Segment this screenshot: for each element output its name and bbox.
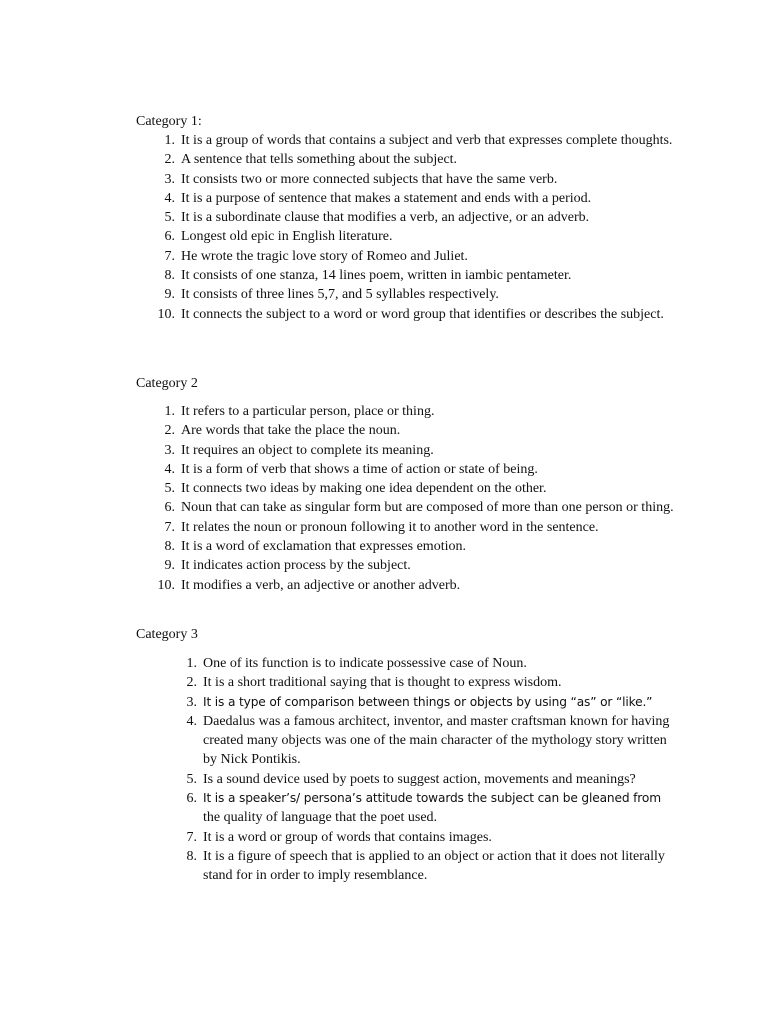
list-item: 3. It requires an object to complete its meaning.: [164, 442, 434, 458]
list-item: 5. It is a subordinate clause that modifies a verb, an adjective, or an adverb.: [164, 210, 590, 226]
list-item: 5. Is a sound device used by poets to suggest action, movements and meanings?: [186, 771, 636, 787]
list-item: 8. It is a word of exclamation that expresses emotion.: [164, 539, 466, 555]
list-item: 2. Are words that take the place the noun.: [164, 423, 401, 439]
list-item: 3. It consists two or more connected subjects that have the same verb.: [164, 171, 558, 187]
list-item: 10. It modifies a verb, an adjective or another adverb.: [157, 577, 461, 593]
category-3-heading: Category 3: [136, 627, 198, 642]
list-item: 2. It is a short traditional saying that is thought to express wisdom.: [186, 675, 562, 691]
list-item: 4. It is a form of verb that shows a time of action or state of being.: [164, 461, 538, 477]
list-item: 2. A sentence that tells something about the subject.: [164, 152, 458, 168]
list-item: 3. It is a type of comparison between things or objects by using “as” or “like.”: [186, 694, 653, 710]
list-item: 4. Daedalus was a famous architect, inventor, and master craftsman known for having created many objects was one of the main character of the mythology story written by Nick Pontikis.: [186, 713, 670, 768]
category-3-list: [186, 654, 673, 886]
list-item: 6. Longest old epic in English literature.: [164, 229, 393, 245]
list-item: 6. Noun that can take as singular form but are composed of more than one person or thing.: [164, 500, 674, 516]
list-item: 9. It indicates action process by the subject.: [164, 558, 411, 574]
list-item: 4. It is a purpose of sentence that makes a statement and ends with a period.: [164, 190, 592, 206]
list-item: 10. It connects the subject to a word or word group that identifies or describes the subject.: [157, 306, 664, 322]
category-2-list: [157, 402, 681, 595]
list-item: 1. One of its function is to indicate possessive case of Noun.: [186, 656, 527, 671]
list-item: 7. It is a word or group of words that contains images.: [186, 829, 492, 845]
category-1-list: [157, 131, 681, 324]
list-item: 1. It is a group of words that contains a subject and verb that expresses complete thoughts.: [164, 133, 673, 148]
list-item: 1. It refers to a particular person, place or thing.: [164, 404, 435, 419]
category-2-heading: Category 2: [136, 376, 198, 391]
list-item: 6. It is a speaker’s/ persona’s attitude towards the subject can be gleaned from the quality of language that the poet used.: [186, 791, 661, 826]
list-item: 7. It relates the noun or pronoun following it to another word in the sentence.: [164, 519, 599, 535]
list-item: 7. He wrote the tragic love story of Romeo and Juliet.: [164, 248, 468, 264]
list-item: 5. It connects two ideas by making one idea dependent on the other.: [164, 481, 547, 497]
list-item: 8. It is a figure of speech that is applied to an object or action that it does not literally stand for in order to imply resemblance.: [186, 848, 665, 884]
list-item: 8. It consists of one stanza, 14 lines poem, written in iambic pentameter.: [164, 268, 572, 284]
list-item: 9. It consists of three lines 5,7, and 5 syllables respectively.: [164, 287, 499, 303]
category-1-heading: Category 1:: [136, 114, 202, 129]
